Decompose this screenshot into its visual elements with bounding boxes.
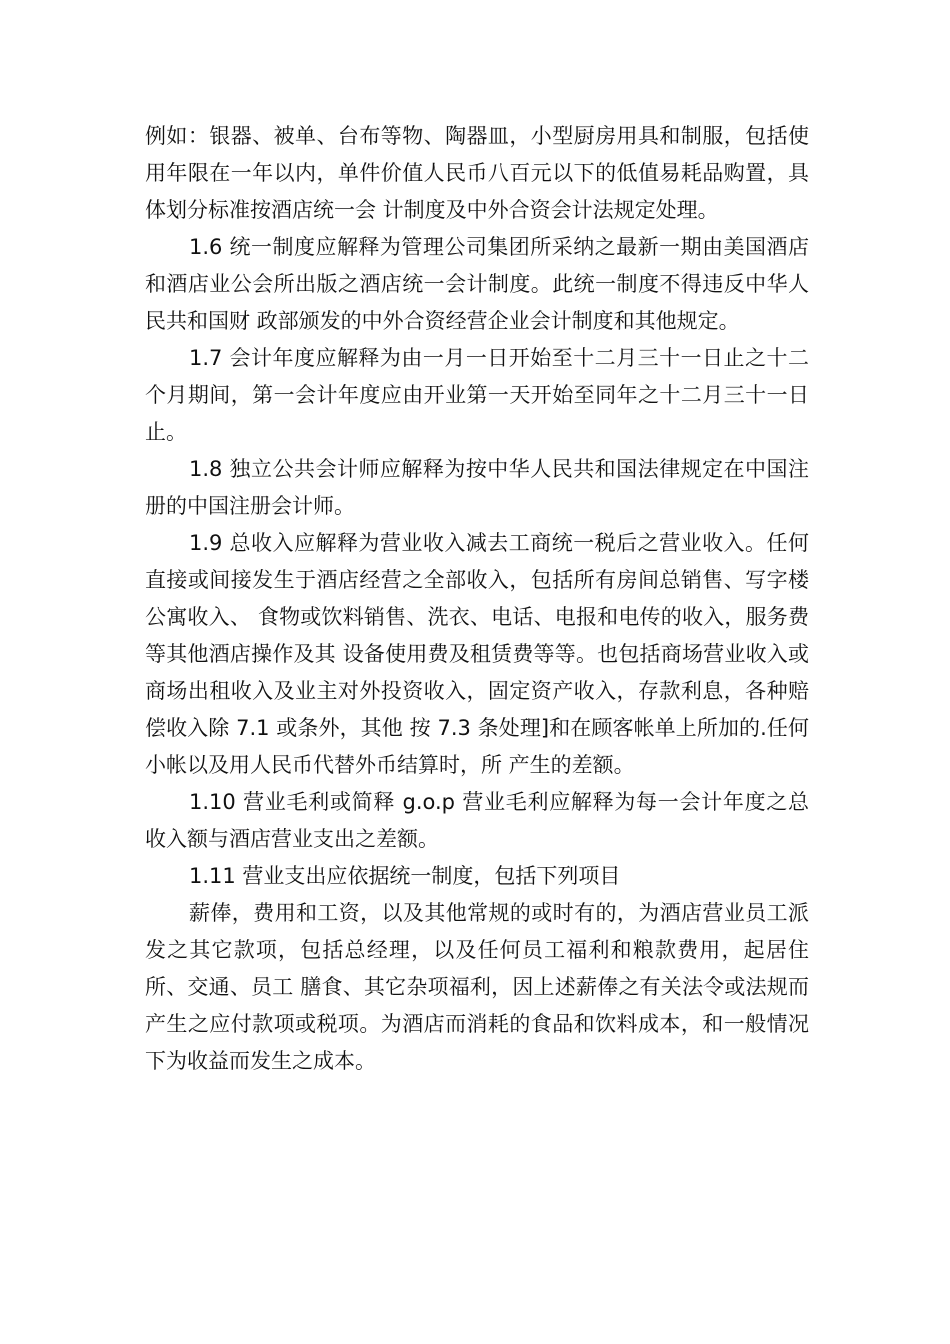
paragraph-1-9-total-revenue: 1.9 总收入应解释为营业收入减去工商统一税后之营业收入。任何直接或间接发生于酒店经营之全部收入，包括所有房间总销售、写字楼公寓收入、 食物或饮料销售、洗衣、电话、电报和电传的收入，服务费等其他酒店操作及其 设备使用费及租赁费等等。也包括商场营业收入或商场出租收入及业主对外投资收入，固定资产收入，存款利息，各种赔偿收入除 7.1 或条外，其他 按 7.3 条处理]和在顾客帐单上所加的.任何小帐以及用人民币代替外币结算时，所 产生的差额。 (145, 531, 809, 777)
document-body (145, 118, 809, 1080)
paragraph-1-8-independent-accountant: 1.8 独立公共会计师应解释为按中华人民共和国法律规定在中国注册的中国注册会计师。 (145, 457, 809, 518)
paragraph-1-6-uniform-system: 1.6 统一制度应解释为管理公司集团所采纳之最新一期由美国酒店和酒店业公会所出版之酒店统一会计制度。此统一制度不得违反中华人民共和国财 政部颁发的中外合资经营企业会计制度和其他规定。 (145, 235, 809, 333)
paragraph-1-7-fiscal-year: 1.7 会计年度应解释为由一月一日开始至十二月三十一日止之十二个月期间，第一会计年度应由开业第一天开始至同年之十二月三十一日止。 (145, 346, 809, 444)
paragraph-low-value-consumables: 例如：银器、被单、台布等物、陶器皿，小型厨房用具和制服，包括使用年限在一年以内，单件价值人民币八百元以下的低值易耗品购置，具体划分标准按酒店统一会 计制度及中外合资会计法规定处理。 (145, 124, 809, 222)
paragraph-salaries-and-costs: 薪俸，费用和工资，以及其他常规的或时有的，为酒店营业员工派发之其它款项，包括总经理，以及任何员工福利和粮款费用，起居住所、交通、员工 膳食、其它杂项福利，因上述薪俸之有关法令或法规而产生之应付款项或税项。为酒店而消耗的食品和饮料成本，和一般情况下为收益而发生之成本。 (145, 901, 809, 1073)
paragraph-1-10-gross-operating-profit: 1.10 营业毛利或简释 g.o.p 营业毛利应解释为每一会计年度之总收入额与酒店营业支出之差额。 (145, 790, 809, 851)
paragraph-1-11-operating-expenses: 1.11 营业支出应依据统一制度，包括下列项目 (189, 864, 621, 888)
